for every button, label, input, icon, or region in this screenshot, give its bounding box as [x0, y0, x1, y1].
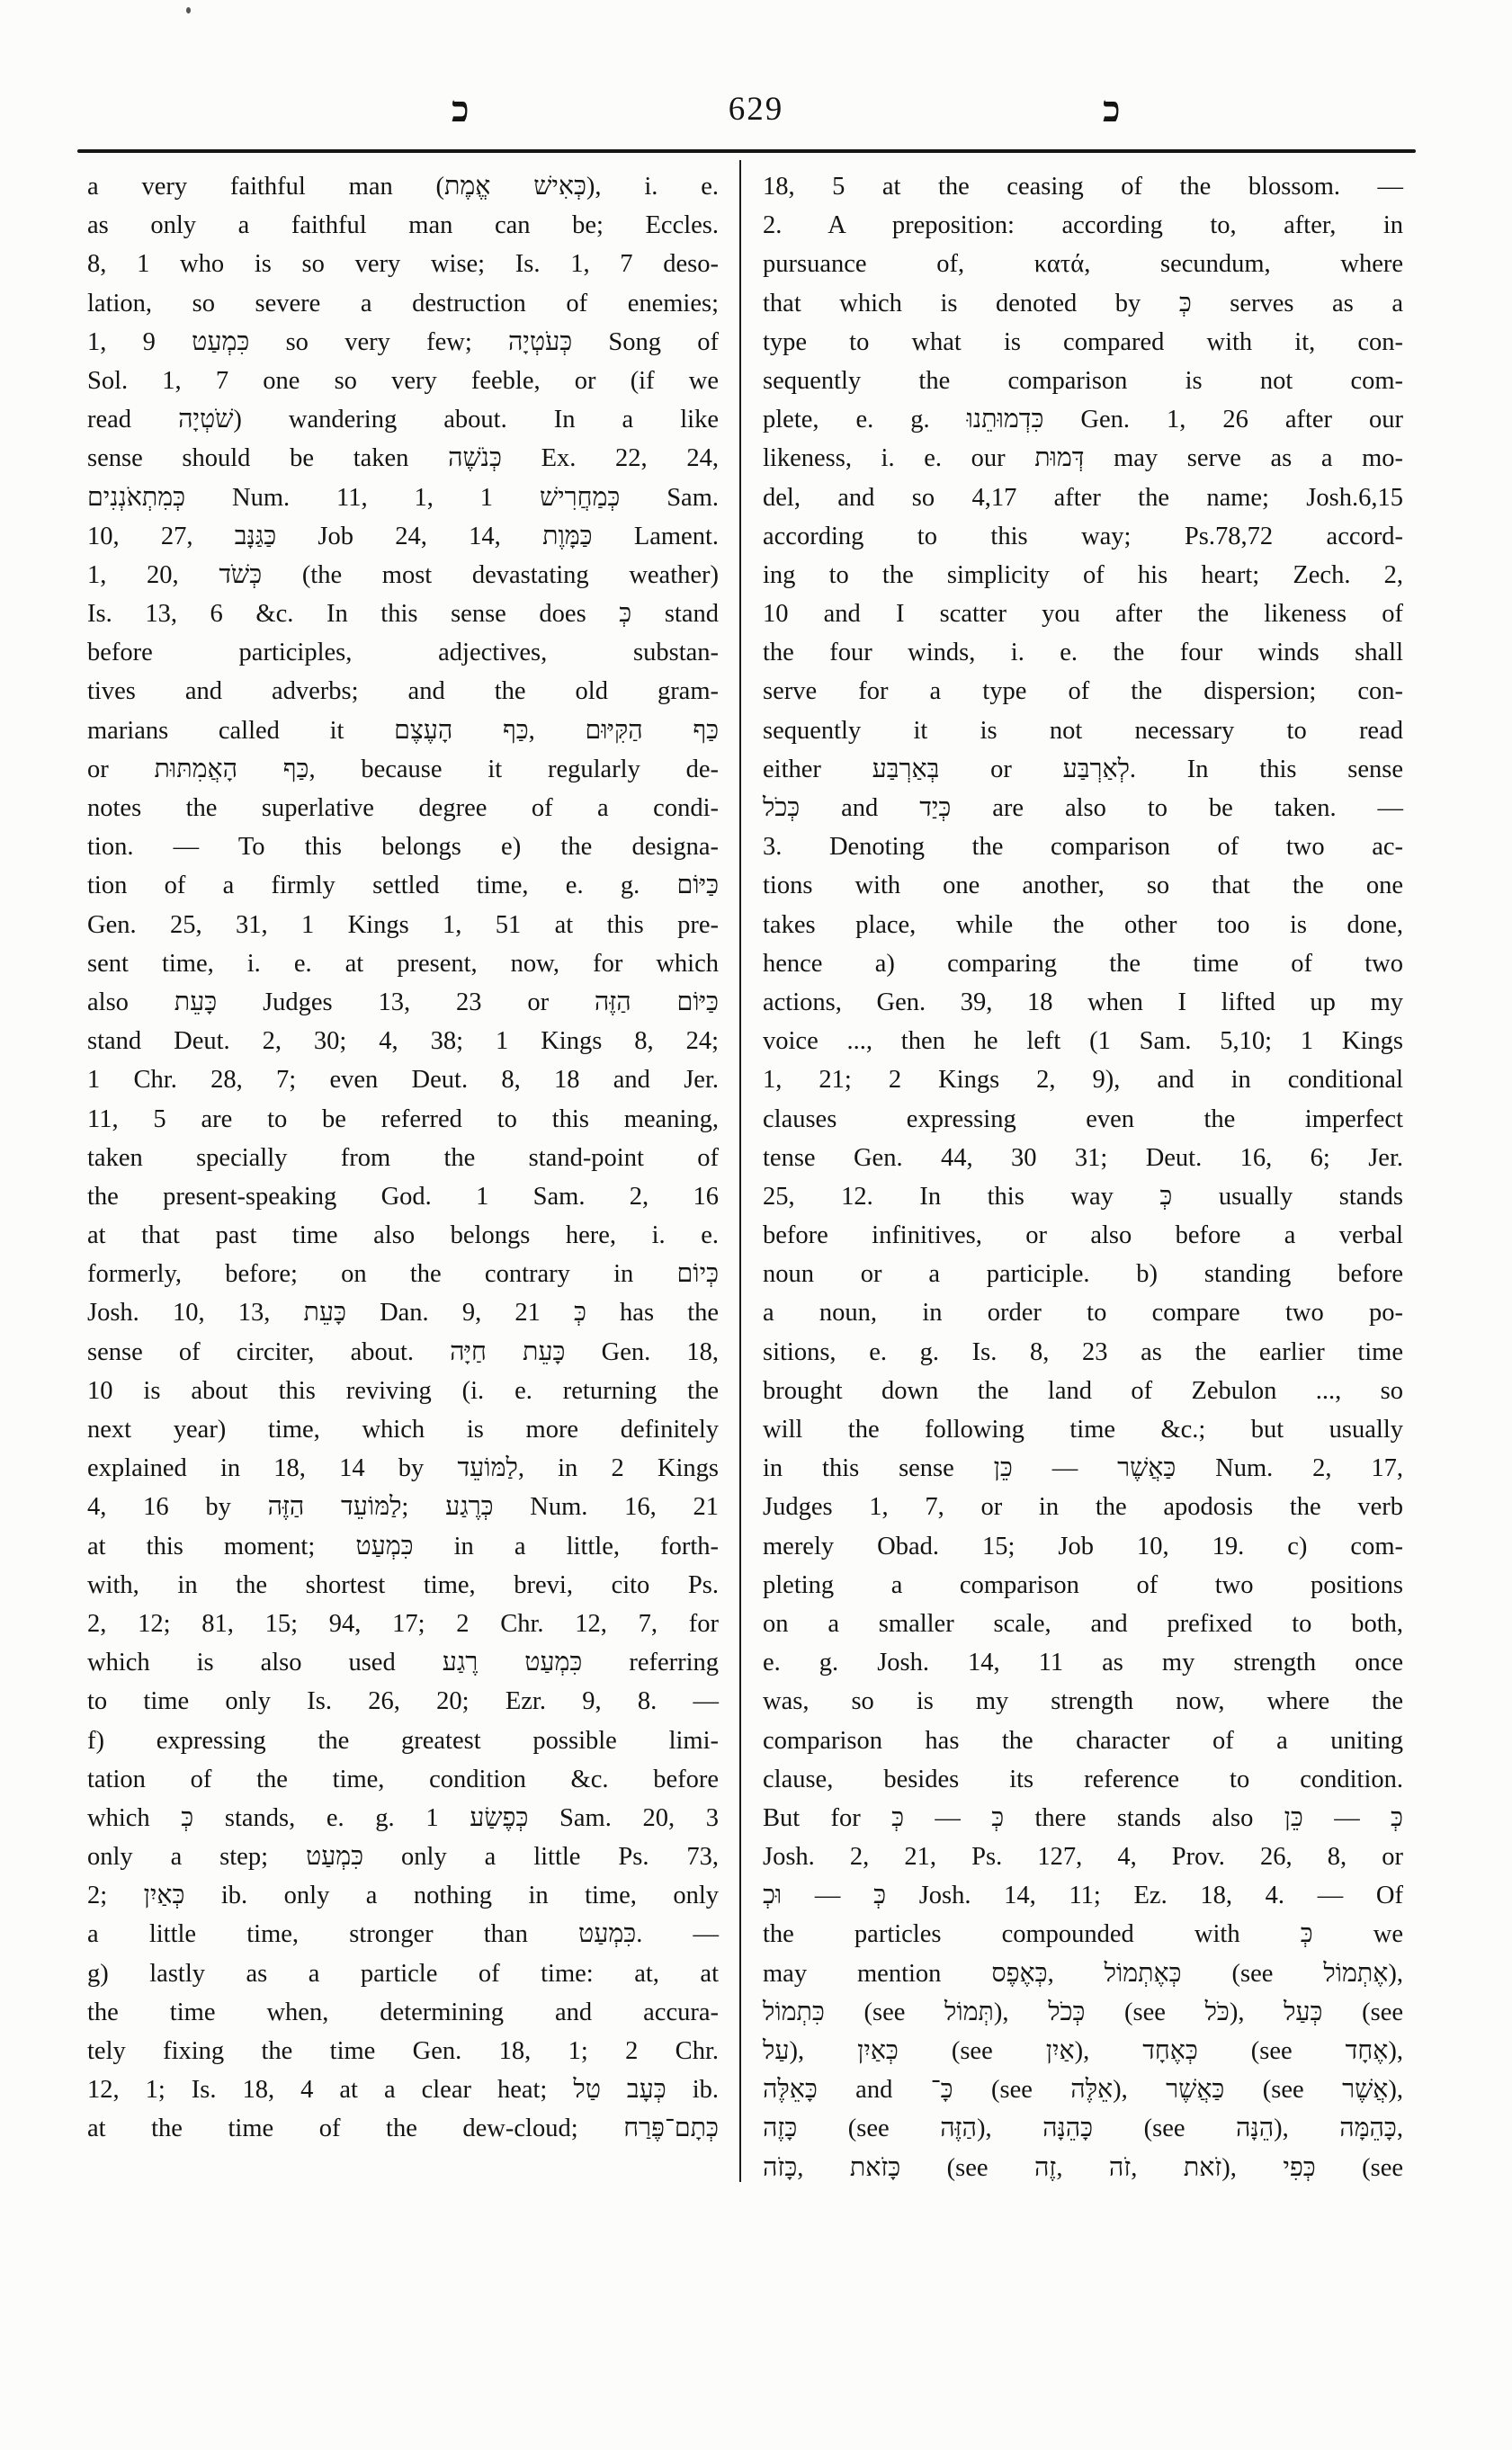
- text-line: voice ..., then he left (1 Sam. 5,10; 1 Kings: [763, 1027, 1403, 1056]
- text-line: a noun, in order to compare two po-: [763, 1299, 1403, 1328]
- text-line: 10 is about this reviving (i. e. returning the: [87, 1376, 719, 1405]
- text-line: tion. — To this belongs e) the designa-: [87, 833, 719, 862]
- text-line: will the following time &c.; but usually: [763, 1416, 1403, 1444]
- header-rule: [77, 149, 1416, 153]
- text-line: Josh. 2, 21, Ps. 127, 4, Prov. 26, 8, or: [763, 1843, 1403, 1872]
- header-hebrew-letter-left: כ: [452, 89, 470, 130]
- text-line: the four winds, i. e. the four winds shall: [763, 639, 1403, 667]
- text-line: notes the superlative degree of a condi-: [87, 794, 719, 822]
- text-line: כְּמִתְאֹנְנִים Num. 11, 1, כְּמַחֲרִישׁ 1 Sam.: [87, 483, 719, 512]
- text-line: may mention כְּאֶפֶס‎,‎ כְּאֶתְמוֹל (see אֶתְמוֹל‎),: [763, 1959, 1403, 1988]
- text-line: the time when, determining and accura-: [87, 1998, 719, 2026]
- text-line: 1, 9 כִּמְעַט so very few; כְּעֹטְיָה Song of: [87, 327, 720, 356]
- header-hebrew-letter-right: כ: [1103, 89, 1121, 130]
- text-line: 1 Chr. 28, 7; even Deut. 8, 18 and Jer.: [87, 1066, 719, 1095]
- text-line: type to what is compared with it, con-: [763, 327, 1403, 356]
- text-line: in this sense כַּאֲשֶׁר — כֵּן Num. 2, 17,: [763, 1454, 1404, 1483]
- left-column: [87, 167, 719, 2149]
- text-line: 11, 5 are to be referred to this meaning,: [87, 1104, 719, 1133]
- text-line: clause, besides its reference to condition.: [763, 1765, 1403, 1793]
- text-line: at the time of the dew-cloud; כְּתָם־פֶּרַח: [87, 2115, 719, 2143]
- text-line: also כָּעֵת Judges 13, 23 or כַּיּוֹם הַזֶּה: [87, 988, 719, 1016]
- text-line: sequently it is not necessary to read: [763, 716, 1403, 745]
- text-line: before participles, adjectives, substan-: [87, 639, 719, 667]
- text-line: only a step; כִּמְעַט only a little Ps. 73,: [87, 1843, 719, 1872]
- text-line: as only a faithful man can be; Eccles.: [87, 211, 719, 240]
- text-line: explained in 18, 14 by לַמּוֹעֵד‎, in 2 Kings: [87, 1454, 719, 1483]
- text-line: כָּזֹה‎,‎ כָּזֹאת (see זֶה‎,‎ זֹה‎,‎ זֹאת‎),‎ כְּפִי (see: [763, 2153, 1404, 2182]
- text-line: e. g. Josh. 14, 11 as my strength once: [763, 1649, 1403, 1677]
- text-line: noun or a participle. b) standing before: [763, 1260, 1403, 1289]
- text-line: serve for a type of the dispersion; con-: [763, 677, 1403, 706]
- column-divider-rule: [739, 160, 741, 2182]
- text-line: according to this way; Ps.78,72 accord-: [763, 522, 1403, 550]
- text-line: Is. 13, 6 &c. In this sense does כְּ stand: [87, 600, 719, 629]
- text-line: 1, 20, כְּשֹׁד (the most devastating weather): [87, 560, 720, 589]
- text-line: before infinitives, or also before a verbal: [763, 1221, 1403, 1250]
- text-line: a little time, stronger than כִּמְעַט‎. —: [87, 1920, 719, 1949]
- text-line: 18, 5 at the ceasing of the blossom. —: [763, 173, 1403, 201]
- text-line: read שֹׁטְיָה‎) wandering about. In a like: [87, 406, 719, 434]
- text-line: 1, 21; 2 Kings 2, 9), and in conditional: [763, 1066, 1403, 1095]
- text-line: pleting a comparison of two positions: [763, 1570, 1403, 1599]
- text-line: tives and adverbs; and the old gram-: [87, 677, 719, 706]
- text-line: tation of the time, condition &c. before: [87, 1765, 719, 1793]
- text-line: Gen. 25, 31, 1 Kings 1, 51 at this pre-: [87, 910, 719, 939]
- text-line: עַל‎),‎ כְּאַיִן (see אַיִן‎),‎ כְּאֶחָד (see אֶחָד‎),: [763, 2037, 1403, 2065]
- text-line: כָּאֵלֶּה and כָּ־ (see אֵלֶּה‎),‎ כַּאֲשֶׁר (see אֲשֶׁר‎),: [763, 2076, 1403, 2105]
- text-line: Josh. 10, 13, כָּעֵת Dan. 9, 21 כְּ has the: [87, 1299, 720, 1328]
- text-line: a very faithful man (כְּאִישׁ אֱמֶת), i. e.: [87, 173, 720, 201]
- text-line: g) lastly as a particle of time: at, at: [87, 1959, 719, 1988]
- text-line: the particles compounded with כְּ we: [763, 1920, 1403, 1949]
- text-line: either בְּאַרְבַּע or לְאַרְבַּע‎. In this sense: [763, 755, 1403, 783]
- text-line: on a smaller scale, and prefixed to both,: [763, 1609, 1403, 1638]
- text-line: pursuance of, κατά, secundum, where: [763, 250, 1403, 279]
- text-line: lation, so severe a destruction of enemies;: [87, 289, 719, 317]
- text-line: sent time, i. e. at present, now, for which: [87, 949, 719, 978]
- text-line: marians called it כַּף הָעֶצֶם‎,‎ כַּף הַקִּיּוּם: [87, 716, 720, 745]
- text-line: to time only Is. 26, 20; Ezr. 9, 8. —: [87, 1687, 719, 1716]
- text-line: plete, e. g. כִּדְמוּתֵנוּ Gen. 1, 26 after our: [763, 406, 1403, 434]
- text-line: likeness, i. e. our דְּמוּת may serve as a mo-: [763, 444, 1403, 473]
- text-line: formerly, before; on the contrary in כְּיוֹם: [87, 1260, 719, 1289]
- text-line: with, in the shortest time, brevi, cito Ps.: [87, 1570, 719, 1599]
- page-number: 629: [728, 91, 784, 128]
- text-line: tely fixing the time Gen. 18, 1; 2 Chr.: [87, 2037, 719, 2065]
- text-line: comparison has the character of a uniting: [763, 1726, 1403, 1755]
- text-line: Sol. 1, 7 one so very feeble, or (if we: [87, 366, 719, 395]
- text-line: that which is denoted by כְּ serves as a: [763, 289, 1403, 317]
- text-line: כִּתְמוֹל (see תְּמוֹל‎),‎ כְּכֹל (see כֹּל‎),‎ כְּעַל (see: [763, 1998, 1404, 2026]
- text-line: or כַּף הָאֲמִתּוּת‎, because it regularly de-: [87, 755, 719, 783]
- text-line: f) expressing the greatest possible limi-: [87, 1726, 719, 1755]
- text-line: stand Deut. 2, 30; 4, 38; 1 Kings 8, 24;: [87, 1027, 719, 1056]
- text-line: 8, 1 who is so very wise; Is. 1, 7 deso-: [87, 250, 719, 279]
- text-line: del, and so 4,17 after the name; Josh.6,15: [763, 483, 1403, 512]
- text-line: which is also used כִּמְעַט רֶגַע referring: [87, 1649, 720, 1677]
- text-line: 25, 12. In this way כְּ usually stands: [763, 1182, 1403, 1211]
- text-line: כָּזֶה (see הַזֶּה‎),‎ כָּהֵנָּה (see הֵנָּה‎),‎ כָּהֵמָּה,: [763, 2115, 1403, 2143]
- text-line: actions, Gen. 39, 18 when I lifted up my: [763, 988, 1403, 1016]
- text-line: which כְּ stands, e. g. כְּפֶשַׂע 1 Sam. 20, 3: [87, 1803, 720, 1832]
- text-line: takes place, while the other too is done,: [763, 910, 1403, 939]
- text-line: at that past time also belongs here, i. e.: [87, 1221, 719, 1250]
- text-line: the present-speaking God. 1 Sam. 2, 16: [87, 1182, 719, 1211]
- text-line: כְּ — וּכְ Josh. 14, 11; Ez. 18, 4. — Of: [763, 1882, 1403, 1910]
- text-line: 10, 27, כַּגַּנָּב Job 24, 14, כַּמָּוֶת Lament.: [87, 522, 720, 550]
- right-column: [763, 167, 1403, 2187]
- text-line: was, so is my strength now, where the: [763, 1687, 1403, 1716]
- text-line: brought down the land of Zebulon ..., so: [763, 1376, 1403, 1405]
- text-line: next year) time, which is more definitely: [87, 1416, 719, 1444]
- text-line: 2; כְּאַיִן ib. only a nothing in time, only: [87, 1882, 719, 1910]
- text-line: Judges 1, 7, or in the apodosis the verb: [763, 1493, 1403, 1522]
- text-line: 3. Denoting the comparison of two ac-: [763, 833, 1403, 862]
- text-line: sequently the comparison is not com-: [763, 366, 1403, 395]
- text-line: ing to the simplicity of his heart; Zech. 2,: [763, 560, 1403, 589]
- text-line: tions with one another, so that the one: [763, 872, 1403, 900]
- text-line: merely Obad. 15; Job 10, 19. c) com-: [763, 1532, 1403, 1560]
- text-line: sitions, e. g. Is. 8, 23 as the earlier time: [763, 1337, 1403, 1366]
- text-line: 10 and I scatter you after the likeness of: [763, 600, 1403, 629]
- text-line: כְּכֹל and כְּיַד are also to be taken. —: [763, 794, 1404, 822]
- text-line: But for כְּ — כְּ there stands also כְּ — כֵּן: [763, 1803, 1403, 1832]
- text-line: 2. A preposition: according to, after, in: [763, 211, 1403, 240]
- text-line: hence a) comparing the time of two: [763, 949, 1403, 978]
- text-line: taken specially from the stand-point of: [87, 1143, 719, 1172]
- text-line: 2, 12; 81, 15; 94, 17; 2 Chr. 12, 7, for: [87, 1609, 719, 1638]
- text-line: tion of a firmly settled time, e. g. כַּיּוֹם: [87, 872, 719, 900]
- text-line: at this moment; כִּמְעַט in a little, forth-: [87, 1532, 719, 1560]
- text-line: 4, 16 by לַמּוֹעֵד הַזֶּה‎;‎ כְּרֶגַע Num. 16, 21: [87, 1493, 720, 1522]
- text-line: sense of circiter, about. כָּעֵת חַיָּה Gen. 18,: [87, 1337, 720, 1366]
- text-line: 12, 1; Is. 18, 4 at a clear heat; כְּעָב טַל ib.: [87, 2076, 719, 2105]
- print-speck: [186, 7, 191, 13]
- running-head: [0, 86, 1512, 140]
- text-line: tense Gen. 44, 30 31; Deut. 16, 6; Jer.: [763, 1143, 1403, 1172]
- text-line: clauses expressing even the imperfect: [763, 1104, 1403, 1133]
- text-line: sense should be taken כְּנֹשֶׁה Ex. 22, 24,: [87, 444, 719, 473]
